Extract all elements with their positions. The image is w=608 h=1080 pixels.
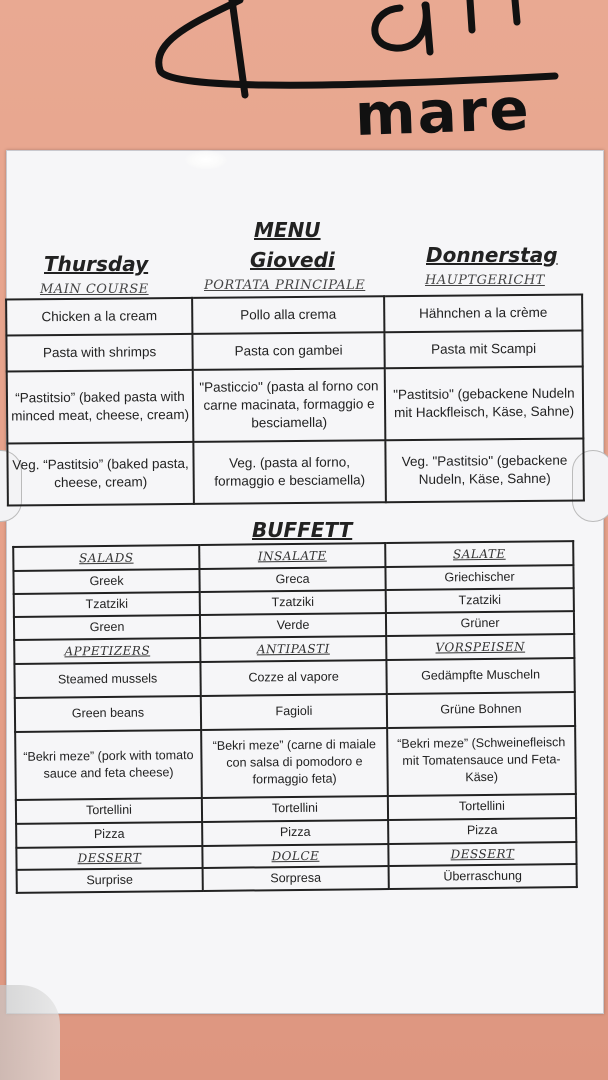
- section-header-cell: SALATE: [385, 541, 573, 567]
- table-cell: Pasta mit Scampi: [384, 330, 582, 368]
- table-cell: Grüne Bohnen: [387, 692, 575, 728]
- course-header-de: HAUPTGERICHT: [425, 273, 545, 288]
- day-header-de: Donnerstag: [426, 243, 558, 267]
- section-header-cell: APPETIZERS: [14, 638, 200, 664]
- table-cell: Fagioli: [201, 694, 387, 730]
- light-glare: [184, 150, 228, 170]
- table-cell: "Pastitsio" (gebackene Nudeln mit Hackfleisch, Käse, Sahne): [385, 366, 584, 440]
- table-cell: Grüner: [386, 611, 574, 636]
- course-header-en: MAIN COURSE: [40, 282, 149, 297]
- section-header-cell: DESSERT: [388, 842, 576, 866]
- table-cell: Tortellini: [388, 794, 576, 820]
- table-cell: Greek: [13, 569, 199, 594]
- table-cell: Greca: [199, 567, 385, 592]
- buffet-table: [12, 540, 578, 894]
- table-cell: Tzatziki: [200, 590, 386, 615]
- table-cell: Surprise: [17, 868, 203, 893]
- table-cell: Green: [14, 615, 200, 640]
- table-cell: Gedämpfte Muscheln: [386, 658, 574, 694]
- table-row: [7, 438, 584, 505]
- table-row: [6, 294, 582, 335]
- menu-title: MENU: [254, 218, 321, 242]
- table-cell: Tortellini: [16, 798, 202, 824]
- table-row: [6, 330, 582, 371]
- table-cell: “Bekri meze” (Schweinefleisch mit Tomatensauce und Feta-Käse): [387, 726, 576, 796]
- section-header-cell: SALADS: [13, 545, 199, 571]
- table-cell: Veg. “Pastitsio” (baked pasta, cheese, cream): [7, 442, 194, 506]
- marker-text: mare: [353, 74, 532, 150]
- table-cell: Pasta with shrimps: [6, 334, 192, 372]
- table-cell: Griechischer: [385, 565, 573, 590]
- main-course-table: [5, 293, 585, 506]
- table-cell: Veg. (pasta al forno, formaggio e besciamella): [193, 440, 386, 504]
- section-header-cell: DESSERT: [16, 846, 202, 870]
- table-cell: Pizza: [388, 818, 576, 844]
- section-header-cell: VORSPEISEN: [386, 634, 574, 660]
- course-header-it: PORTATA PRINCIPALE: [204, 278, 366, 293]
- day-header-en: Thursday: [44, 252, 149, 276]
- table-cell: Hähnchen a la crème: [384, 294, 582, 332]
- table-cell: "Pasticcio" (pasta al forno con carne macinata, formaggio e besciamella): [193, 368, 386, 442]
- table-cell: Pollo alla crema: [192, 296, 384, 334]
- table-cell: Green beans: [15, 696, 201, 732]
- table-row: [7, 366, 584, 443]
- table-cell: Pizza: [202, 820, 388, 846]
- table-cell: Tortellini: [202, 796, 388, 822]
- table-cell: Sorpresa: [203, 866, 389, 891]
- table-cell: Steamed mussels: [14, 662, 200, 698]
- hand-blur: [0, 985, 60, 1080]
- table-cell: Veg. "Pastitsio" (gebackene Nudeln, Käse, Sahne): [385, 438, 584, 502]
- table-cell: Verde: [200, 613, 386, 638]
- section-header-cell: DOLCE: [202, 844, 388, 868]
- table-cell: Pasta con gambei: [192, 332, 384, 370]
- table-cell: Überraschung: [389, 864, 577, 889]
- table-row: [15, 726, 576, 800]
- table-cell: Pizza: [16, 822, 202, 848]
- table-cell: “Pastitsio” (baked pasta with minced meat, cheese, cream): [7, 370, 194, 444]
- table-cell: Cozze al vapore: [200, 660, 386, 696]
- buffet-title: BUFFETT: [252, 518, 353, 542]
- day-header-it: Giovedi: [250, 248, 335, 272]
- table-cell: Chicken a la cream: [6, 298, 192, 336]
- section-header-cell: ANTIPASTI: [200, 636, 386, 662]
- table-cell: “Bekri meze” (pork with tomato sauce and feta cheese): [15, 730, 202, 800]
- table-cell: Tzatziki: [14, 592, 200, 617]
- section-header-cell: INSALATE: [199, 543, 385, 569]
- table-cell: Tzatziki: [386, 588, 574, 613]
- table-cell: “Bekri meze” (carne di maiale con salsa di pomodoro e formaggio feta): [201, 728, 388, 798]
- table-row: [17, 864, 577, 893]
